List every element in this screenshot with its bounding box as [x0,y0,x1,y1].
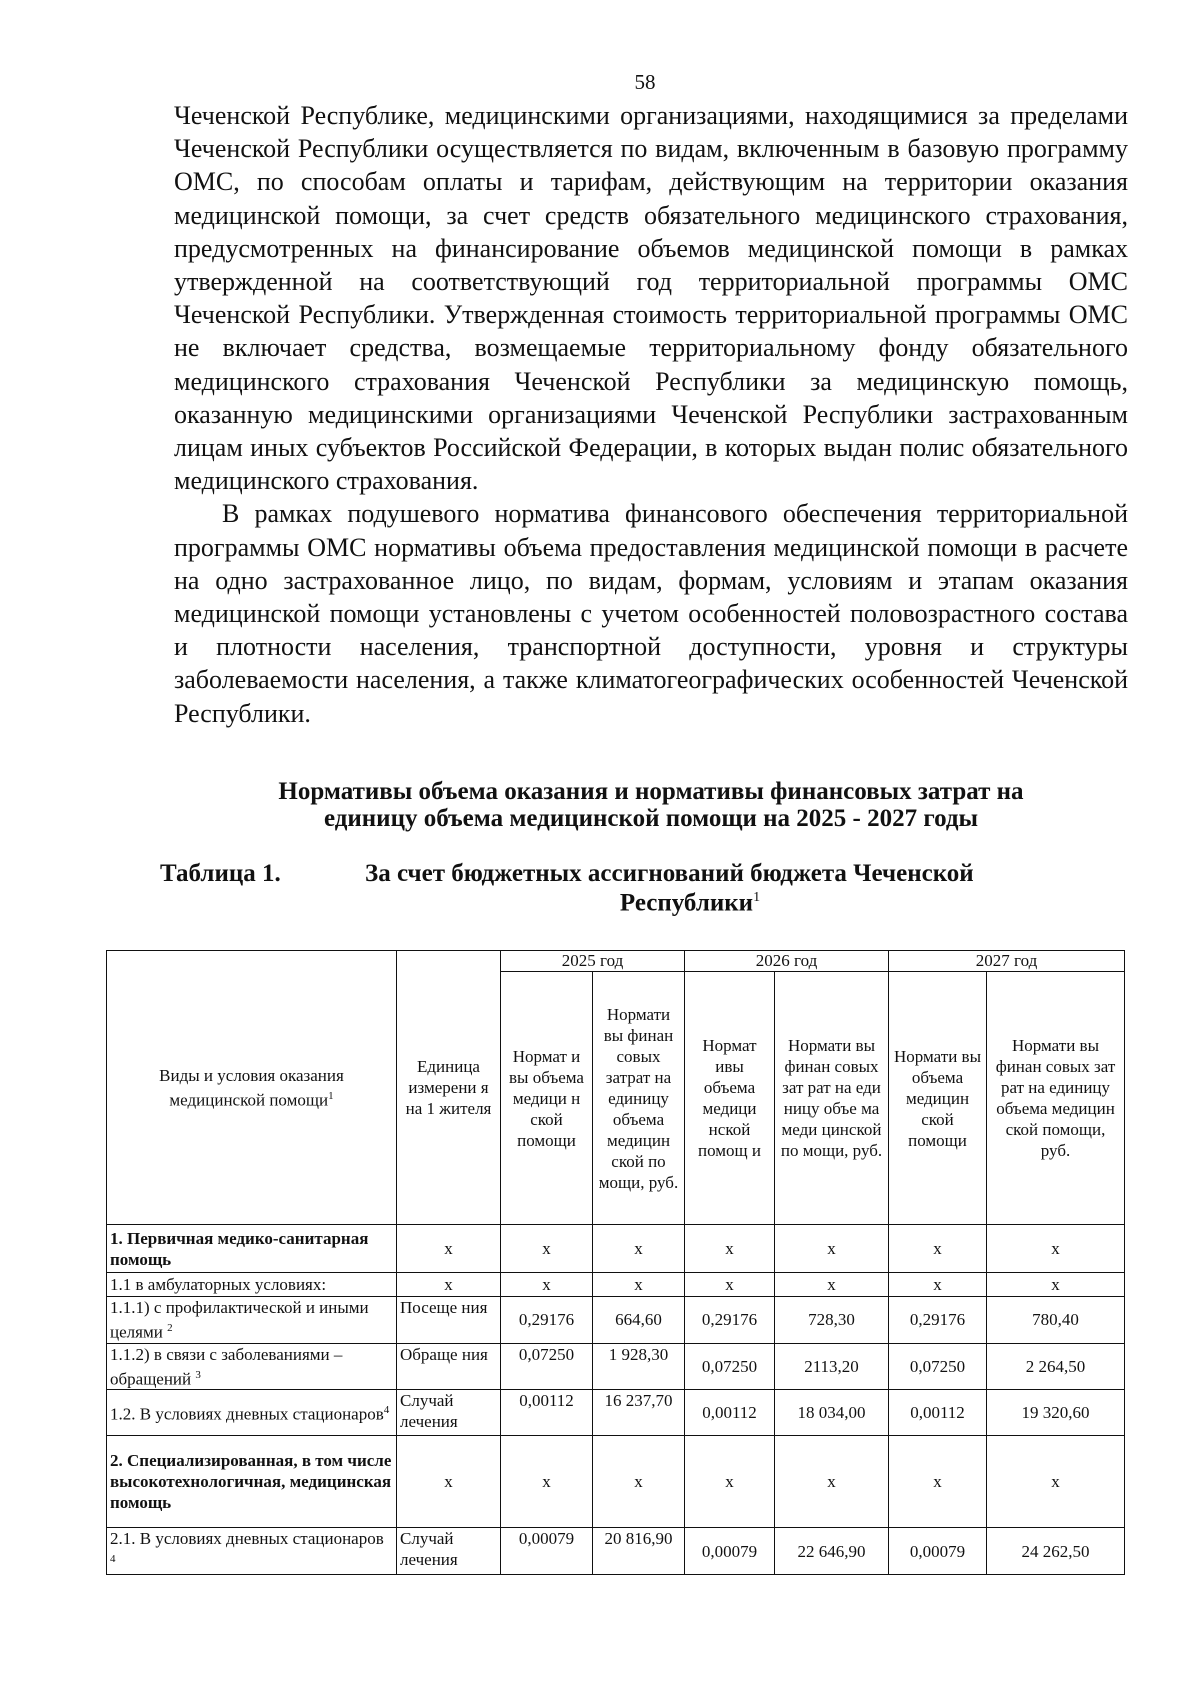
table-title-line: Республики [619,889,754,917]
table-cell: 0,00112 [685,1390,775,1436]
table-cell: x [889,1273,987,1297]
table-cell: x [501,1273,593,1297]
footnote-marker: 1 [753,890,761,905]
table-cell: 22 646,90 [775,1528,889,1575]
table-cell: x [987,1436,1125,1528]
header-types: Виды и условия оказания медицинской помощи$^1$ [107,951,397,1225]
table-row [107,1436,1125,1528]
table-cell: 728,30 [775,1297,889,1344]
table-cell: 1 928,30 [593,1343,685,1390]
header-volume-2026: Нормат ивы объема медици нской помощ и [685,972,775,1225]
table-cell: 664,60 [593,1297,685,1344]
row-label: 1.2. В условиях дневных стационаров$^4$ [107,1390,397,1436]
row-unit: Случай лечения [397,1528,501,1575]
table-row [107,1225,1125,1273]
table-row [107,1297,1125,1344]
header-unit: Единица измерени я на 1 жителя [397,951,501,1225]
header-year: 2027 год [889,951,1125,972]
table-cell: 0,00079 [501,1528,593,1575]
table-cell: 0,07250 [501,1343,593,1390]
table-cell: 780,40 [987,1297,1125,1344]
table-cell: x [501,1436,593,1528]
table-cell: x [889,1436,987,1528]
table-cell: x [593,1273,685,1297]
header-volume-2027: Нормати вы объема медицин ской помощи [889,972,987,1225]
table-cell: 0,29176 [889,1297,987,1344]
row-unit: Случай лечения [397,1390,501,1436]
page-number: 58 [634,70,656,94]
section-title-line: Нормативы объема оказания и нормативы финансовых затрат на [278,778,1024,805]
row-label: 1.1.2) в связи с заболеваниями – обращений $^3$ [107,1343,397,1390]
table-cell: 16 237,70 [593,1390,685,1436]
table-number: Таблица 1. [160,860,281,887]
table-cell: 18 034,00 [775,1390,889,1436]
table-cell: 0,07250 [685,1343,775,1390]
table-cell: 0,00079 [685,1528,775,1575]
row-unit: Обраще ния [397,1343,501,1390]
table-row [107,1528,1125,1575]
table-caption [160,862,1100,915]
table-cell: x [775,1225,889,1273]
header-finance-2027: Нормати вы финан совых зат рат на единицу объема медицин ской помощи, руб. [987,972,1125,1225]
norms-table [106,950,1125,1575]
header-volume-2025: Нормат и вы объема медици н ской помощи [501,972,593,1225]
table-cell: x [987,1225,1125,1273]
table-cell: 2113,20 [775,1343,889,1390]
table-title-line: За счет бюджетных ассигнований бюджета Чеченской [365,860,974,887]
table-cell: x [685,1273,775,1297]
table-cell: x [685,1225,775,1273]
paragraph: В рамках подушевого норматива финансового обеспечения территориальной программы ОМС нормативы объема предоставления медицинской помощи в расчете на одно застрахованное лицо, по видам, формам, условиям и этапам оказания медицинской помощи установлены с учетом особенностей половозрастного состава и плотности населения, транспортной доступности, уровня и структуры заболеваемости населения, а также климатогеографических особенностей Чеченской Республики. [174,499,1128,728]
row-label: 1. Первичная медико-санитарная помощь [107,1225,397,1273]
header-year: 2025 год [501,951,685,972]
header-finance-2026: Нормати вы финан совых зат рат на еди ницу объе ма меди цинской по мощи, руб. [775,972,889,1225]
table-cell: x [889,1225,987,1273]
row-unit: Посеще ния [397,1297,501,1344]
section-title [174,778,1128,832]
table-cell: x [593,1436,685,1528]
table-row [107,1390,1125,1436]
table-cell: 19 320,60 [987,1390,1125,1436]
table-cell: x [775,1436,889,1528]
section-title-line: единицу объема медицинской помощи на 2025 - 2027 годы [323,805,979,832]
table-cell: 0,00112 [889,1390,987,1436]
table-cell: 0,29176 [501,1297,593,1344]
table-cell: 2 264,50 [987,1343,1125,1390]
row-label: 2.1. В условиях дневных стационаров $^4$ [107,1528,397,1575]
table-cell: 0,07250 [889,1343,987,1390]
row-label: 1.1 в амбулаторных условиях: [107,1273,397,1297]
table-cell: x [775,1273,889,1297]
row-label: 2. Специализированная, в том числе высокотехнологичная, медицинская помощь [107,1436,397,1528]
header-year: 2026 год [685,951,889,972]
table-cell: 0,00079 [889,1528,987,1575]
table-cell: x [685,1436,775,1528]
row-label: 1.1.1) с профилактической и иными целями $^2$ [107,1297,397,1344]
table-row [107,1273,1125,1297]
table-cell: x [501,1225,593,1273]
body-text [174,99,1128,730]
table-cell: x [593,1225,685,1273]
table-cell: 0,00112 [501,1390,593,1436]
table-cell: 0,29176 [685,1297,775,1344]
table-cell: x [397,1436,501,1528]
table-cell: x [397,1273,501,1297]
header-finance-2025: Нормати вы финан совых затрат на единицу объема медицин ской по мощи, руб. [593,972,685,1225]
table-cell: x [987,1273,1125,1297]
paragraph: Чеченской Республике, медицинскими организациями, находящимися за пределами Чеченской Республики осуществляется по видам, включенным в базовую программу ОМС, по способам оплаты и тарифам, действующим на территории оказания медицинской помощи, за счет средств обязательного медицинского страхования, предусмотренных на финансирование объемов медицинской помощи в рамках утвержденной на соответствующий год территориальной программы ОМС Чеченской Республики. Утвержденная стоимость территориальной программы ОМС не включает средства, возмещаемые территориальному фонду обязательного медицинского страхования Чеченской Республики за медицинскую помощь, оказанную медицинскими организациями Чеченской Республики застрахованным лицам иных субъектов Российской Федерации, в которых выдан полис обязательного медицинского страхования. [174,101,1128,496]
table-row [107,1343,1125,1390]
table-cell: 20 816,90 [593,1528,685,1575]
table-cell: x [397,1225,501,1273]
table-cell: 24 262,50 [987,1528,1125,1575]
